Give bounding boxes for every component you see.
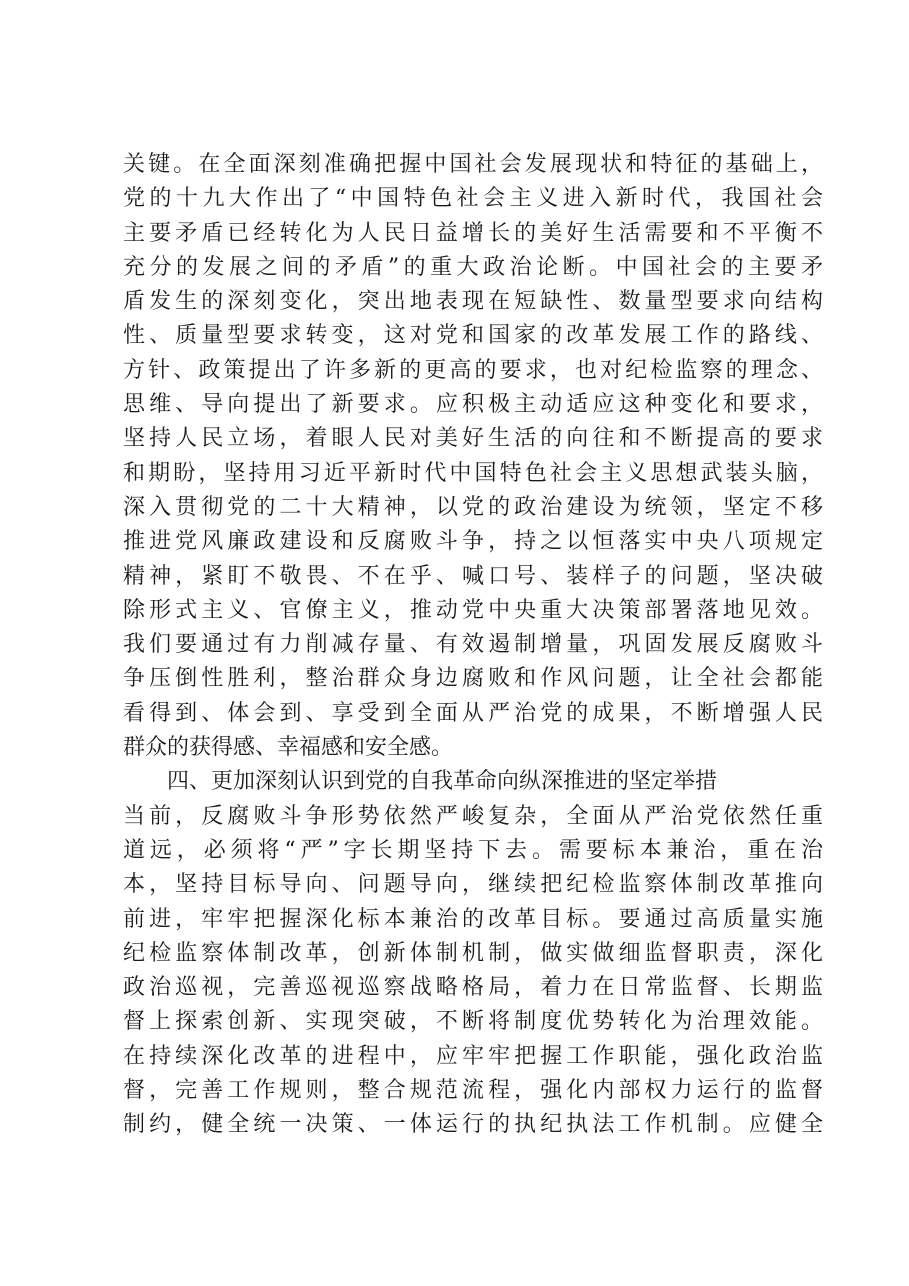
text-line: 关键。在全面深刻准确把握中国社会发展现状和特征的基础上， [123, 152, 823, 177]
text-line: 主要矛盾已经转化为人民日益增长的美好生活需要和不平衡不 [123, 220, 823, 246]
text-line: 当前，反腐败斗争形势依然严峻复杂，全面从严治党依然任重 [123, 803, 823, 829]
text-line: 方针、政策提出了许多新的更高的要求，也对纪检监察的理念、 [123, 357, 823, 383]
text-line: 本，坚持目标导向、问题导向，继续把纪检监察体制改革推向 [123, 872, 823, 898]
text-line: 前进，牢牢把握深化标本兼治的改革目标。要通过高质量实施 [123, 906, 823, 932]
section-heading: 四、更加深刻认识到党的自我革命向纵深推进的坚定举措 [167, 769, 718, 795]
text-line: 思维、导向提出了新要求。应积极主动适应这种变化和要求， [123, 392, 823, 418]
text-line: 纪检监察体制改革，创新体制机制，做实做细监督职责，深化 [123, 940, 823, 966]
text-line: 我们要通过有力削减存量、有效遏制增量，巩固发展反腐败斗 [123, 632, 823, 658]
text-line: 充分的发展之间的矛盾”的重大政治论断。中国社会的主要矛 [123, 254, 823, 280]
text-line: 深入贯彻党的二十大精神，以党的政治建设为统领，坚定不移 [123, 494, 823, 520]
text-line: 推进党风廉政建设和反腐败斗争，持之以恒落实中央八项规定 [123, 529, 823, 555]
text-line: 争压倒性胜利，整治群众身边腐败和作风问题，让全社会都能 [123, 666, 823, 692]
text-line: 道远，必须将“严”字长期坚持下去。需要标本兼治，重在治 [123, 837, 823, 863]
text-line: 督上探索创新、实现突破，不断将制度优势转化为治理效能。 [123, 1009, 823, 1035]
text-line: 督，完善工作规则，整合规范流程，强化内部权力运行的监督 [123, 1078, 823, 1104]
text-line: 党的十九大作出了“中国特色社会主义进入新时代，我国社会 [123, 186, 823, 212]
text-line: 性、质量型要求转变，这对党和国家的改革发展工作的路线、 [123, 323, 823, 349]
text-line: 坚持人民立场，着眼人民对美好生活的向往和不断提高的要求 [123, 426, 823, 452]
text-line: 制约，健全统一决策、一体运行的执纪执法工作机制。应健全 [123, 1112, 823, 1138]
text-line: 盾发生的深刻变化，突出地表现在短缺性、数量型要求向结构 [123, 289, 823, 315]
text-line: 除形式主义、官僚主义，推动党中央重大决策部署落地见效。 [123, 597, 823, 623]
text-line: 政治巡视，完善巡视巡察战略格局，着力在日常监督、长期监 [123, 975, 823, 1001]
text-line: 在持续深化改革的进程中，应牢牢把握工作职能，强化政治监 [123, 1043, 823, 1069]
text-line: 看得到、体会到、享受到全面从严治党的成果，不断增强人民 [123, 700, 823, 726]
text-line: 群众的获得感、幸福感和安全感。 [123, 735, 454, 761]
text-line: 精神，紧盯不敬畏、不在乎、喊口号、装样子的问题，坚决破 [123, 563, 823, 589]
text-line: 和期盼，坚持用习近平新时代中国特色社会主义思想武装头脑， [123, 460, 823, 486]
body-text [123, 148, 823, 1143]
